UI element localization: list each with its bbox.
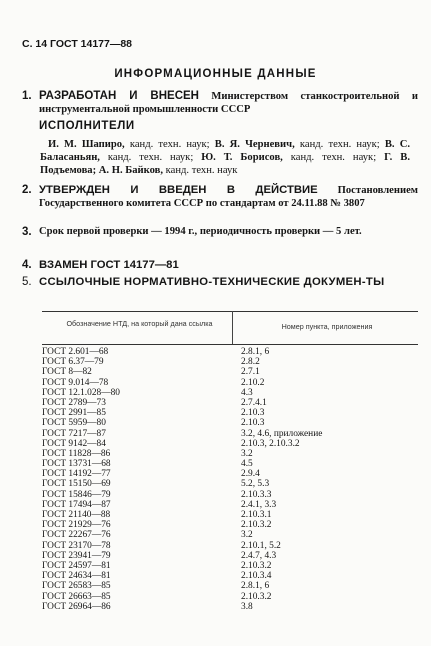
table-row bbox=[42, 347, 418, 357]
performer-degree: канд. техн. наук; bbox=[99, 151, 202, 163]
performer-name: В. С. Баласаньян, bbox=[40, 139, 411, 163]
item-text: Постановлением Государственного комитета СССР по стандартам от 24.11.88 № 3807 bbox=[39, 185, 418, 209]
item-number: 4. bbox=[22, 259, 32, 271]
table-cell-doc: ГОСТ 26583—85 bbox=[42, 581, 111, 592]
table-cell-ref: 2.7.4.1 bbox=[241, 397, 267, 408]
table-cell-doc: ГОСТ 2991—85 bbox=[42, 408, 106, 419]
table-row bbox=[42, 510, 418, 520]
table-cell-doc: ГОСТ 22267—76 bbox=[42, 530, 111, 541]
table-cell-ref: 4.3 bbox=[241, 387, 253, 398]
table-row bbox=[42, 500, 418, 510]
page-header: С. 14 ГОСТ 14177—88 bbox=[22, 38, 133, 50]
table-cell-ref: 2.10.2 bbox=[241, 377, 265, 388]
item-heading: УТВЕРЖДЕН И ВВЕДЕН В ДЕЙСТВИЕ bbox=[39, 184, 318, 196]
performer-name: И. М. Шапиро, bbox=[48, 139, 125, 150]
table-header-rule bbox=[42, 344, 418, 345]
item-heading: РАЗРАБОТАН И ВНЕСЕН bbox=[39, 90, 199, 102]
item-text: ССЫЛОЧНЫЕ НОРМАТИВНО-ТЕХНИЧЕСКИЕ ДОКУМЕН-ТЫ bbox=[39, 276, 385, 288]
table-cell-ref: 2.8.2 bbox=[241, 357, 260, 368]
table-row bbox=[42, 439, 418, 449]
table-top-rule bbox=[42, 311, 418, 312]
table-row bbox=[42, 398, 418, 408]
table-cell-ref: 2.8.1, 6 bbox=[241, 347, 270, 357]
performer-degree: канд. техн. наук; bbox=[124, 139, 215, 150]
table-cell-doc: ГОСТ 7217—87 bbox=[42, 428, 106, 439]
table-row bbox=[42, 520, 418, 530]
item-body bbox=[39, 184, 418, 210]
table-cell-ref: 2.10.3.2 bbox=[241, 560, 272, 571]
performer-degree: канд. техн. наук bbox=[163, 164, 238, 176]
info-title: ИНФОРМАЦИОННЫЕ ДАННЫЕ bbox=[114, 68, 317, 80]
table-cell-doc: ГОСТ 2789—73 bbox=[42, 397, 106, 408]
item-approved bbox=[22, 184, 418, 210]
item-number: 2. bbox=[22, 184, 32, 196]
table-cell-doc: ГОСТ 15846—79 bbox=[42, 489, 111, 500]
table-row bbox=[42, 459, 418, 469]
table-cell-ref: 5.2, 5.3 bbox=[241, 479, 270, 490]
table-cell-doc: ГОСТ 12.1.028—80 bbox=[42, 387, 120, 398]
table-cell-doc: ГОСТ 21929—76 bbox=[42, 520, 111, 531]
table-cell-doc: ГОСТ 9.014—78 bbox=[42, 377, 109, 388]
item-references bbox=[22, 276, 418, 289]
item-text: Министерством станкостроительной и инструментальной промышленности СССР bbox=[39, 91, 418, 115]
item-number: 5. bbox=[22, 276, 32, 288]
table-row bbox=[42, 357, 418, 367]
table-row bbox=[42, 408, 418, 418]
table-row bbox=[42, 490, 418, 500]
table-row bbox=[42, 541, 418, 551]
table-column-divider bbox=[232, 311, 233, 344]
table-cell-ref: 3.2 bbox=[241, 530, 253, 541]
table-row bbox=[42, 551, 418, 561]
item-number: 1. bbox=[22, 90, 32, 102]
table-cell-doc: ГОСТ 6.37—79 bbox=[42, 357, 104, 368]
item-text: ВЗАМЕН ГОСТ 14177—81 bbox=[39, 259, 179, 271]
table-cell-ref: 2.10.3.4 bbox=[241, 571, 272, 582]
table-row bbox=[42, 469, 418, 479]
table-cell-ref: 2.4.1, 3.3 bbox=[241, 499, 277, 510]
item-text: Срок первой проверки — 1994 г., периодичность проверки — 5 лет. bbox=[39, 226, 362, 237]
item-body bbox=[39, 90, 418, 116]
table-body bbox=[42, 347, 418, 612]
item-review-period bbox=[22, 226, 418, 239]
table-row bbox=[42, 561, 418, 571]
table-cell-doc: ГОСТ 14192—77 bbox=[42, 469, 111, 480]
performers-heading: ИСПОЛНИТЕЛИ bbox=[39, 120, 135, 132]
table-cell-ref: 3.2, 4.6, приложение bbox=[241, 428, 323, 439]
table-row bbox=[42, 602, 418, 612]
table-row bbox=[42, 429, 418, 439]
table-row bbox=[42, 378, 418, 388]
table-cell-ref: 2.10.3, 2.10.3.2 bbox=[241, 438, 300, 449]
performer-name: Ю. Т. Борисов, bbox=[201, 151, 283, 163]
table-row bbox=[42, 479, 418, 489]
table-cell-doc: ГОСТ 5959—80 bbox=[42, 418, 106, 429]
table-cell-ref: 2.10.3.3 bbox=[241, 489, 272, 500]
table-cell-doc: ГОСТ 9142—84 bbox=[42, 438, 106, 449]
table-cell-doc: ГОСТ 24634—81 bbox=[42, 571, 111, 582]
table-cell-doc: ГОСТ 8—82 bbox=[42, 367, 92, 378]
table-cell-doc: ГОСТ 15150—69 bbox=[42, 479, 111, 490]
table-cell-ref: 2.10.1, 5.2 bbox=[241, 540, 281, 551]
table-cell-ref: 3.8 bbox=[241, 601, 253, 612]
table-cell-doc: ГОСТ 24597—81 bbox=[42, 560, 111, 571]
table-cell-doc: ГОСТ 23941—79 bbox=[42, 550, 111, 561]
table-cell-doc: ГОСТ 26663—85 bbox=[42, 591, 111, 602]
table-row bbox=[42, 367, 418, 377]
table-cell-doc: ГОСТ 23170—78 bbox=[42, 540, 111, 551]
table-cell-ref: 2.8.1, 6 bbox=[241, 581, 270, 592]
item-developed bbox=[22, 90, 418, 116]
table-cell-ref: 2.10.3 bbox=[241, 408, 265, 419]
table-cell-ref: 2.10.3 bbox=[241, 418, 265, 429]
performers-list bbox=[40, 139, 410, 177]
table-cell-ref: 3.2 bbox=[241, 448, 253, 459]
table-cell-doc: ГОСТ 2.601—68 bbox=[42, 347, 109, 357]
table-row bbox=[42, 592, 418, 602]
item-replaces bbox=[22, 259, 418, 272]
table-row bbox=[42, 530, 418, 540]
table-cell-doc: ГОСТ 11828—86 bbox=[42, 448, 111, 459]
table-row bbox=[42, 388, 418, 398]
table-row bbox=[42, 581, 418, 591]
table-cell-doc: ГОСТ 17494—87 bbox=[42, 499, 111, 510]
item-number: 3. bbox=[22, 226, 32, 238]
table-cell-ref: 2.10.3.1 bbox=[241, 510, 272, 520]
performer-degree: канд. техн. наук; bbox=[294, 139, 385, 150]
performer-degree: канд. техн. наук; bbox=[282, 151, 385, 163]
table-cell-doc: ГОСТ 26964—86 bbox=[42, 601, 111, 612]
table-row bbox=[42, 449, 418, 459]
table-cell-doc: ГОСТ 13731—68 bbox=[42, 459, 111, 470]
table-header-doc: Обозначение НТД, на который дана ссылка bbox=[66, 319, 213, 328]
table-cell-ref: 2.9.4 bbox=[241, 469, 260, 480]
table-row bbox=[42, 418, 418, 428]
table-header-ref: Номер пункта, приложения bbox=[281, 322, 373, 331]
table-cell-ref: 2.4.7, 4.3 bbox=[241, 550, 277, 561]
table-cell-ref: 2.10.3.2 bbox=[241, 520, 272, 531]
table-cell-ref: 2.7.1 bbox=[241, 367, 260, 378]
table-cell-doc: ГОСТ 21140—88 bbox=[42, 510, 111, 520]
table-row bbox=[42, 571, 418, 581]
performer-name: В. Я. Черневич, bbox=[214, 139, 295, 150]
table-cell-ref: 2.10.3.2 bbox=[241, 591, 272, 602]
performer-name: Г. В. Подъемова; А. Н. Байков, bbox=[40, 151, 410, 176]
table-cell-ref: 4.5 bbox=[241, 459, 253, 470]
